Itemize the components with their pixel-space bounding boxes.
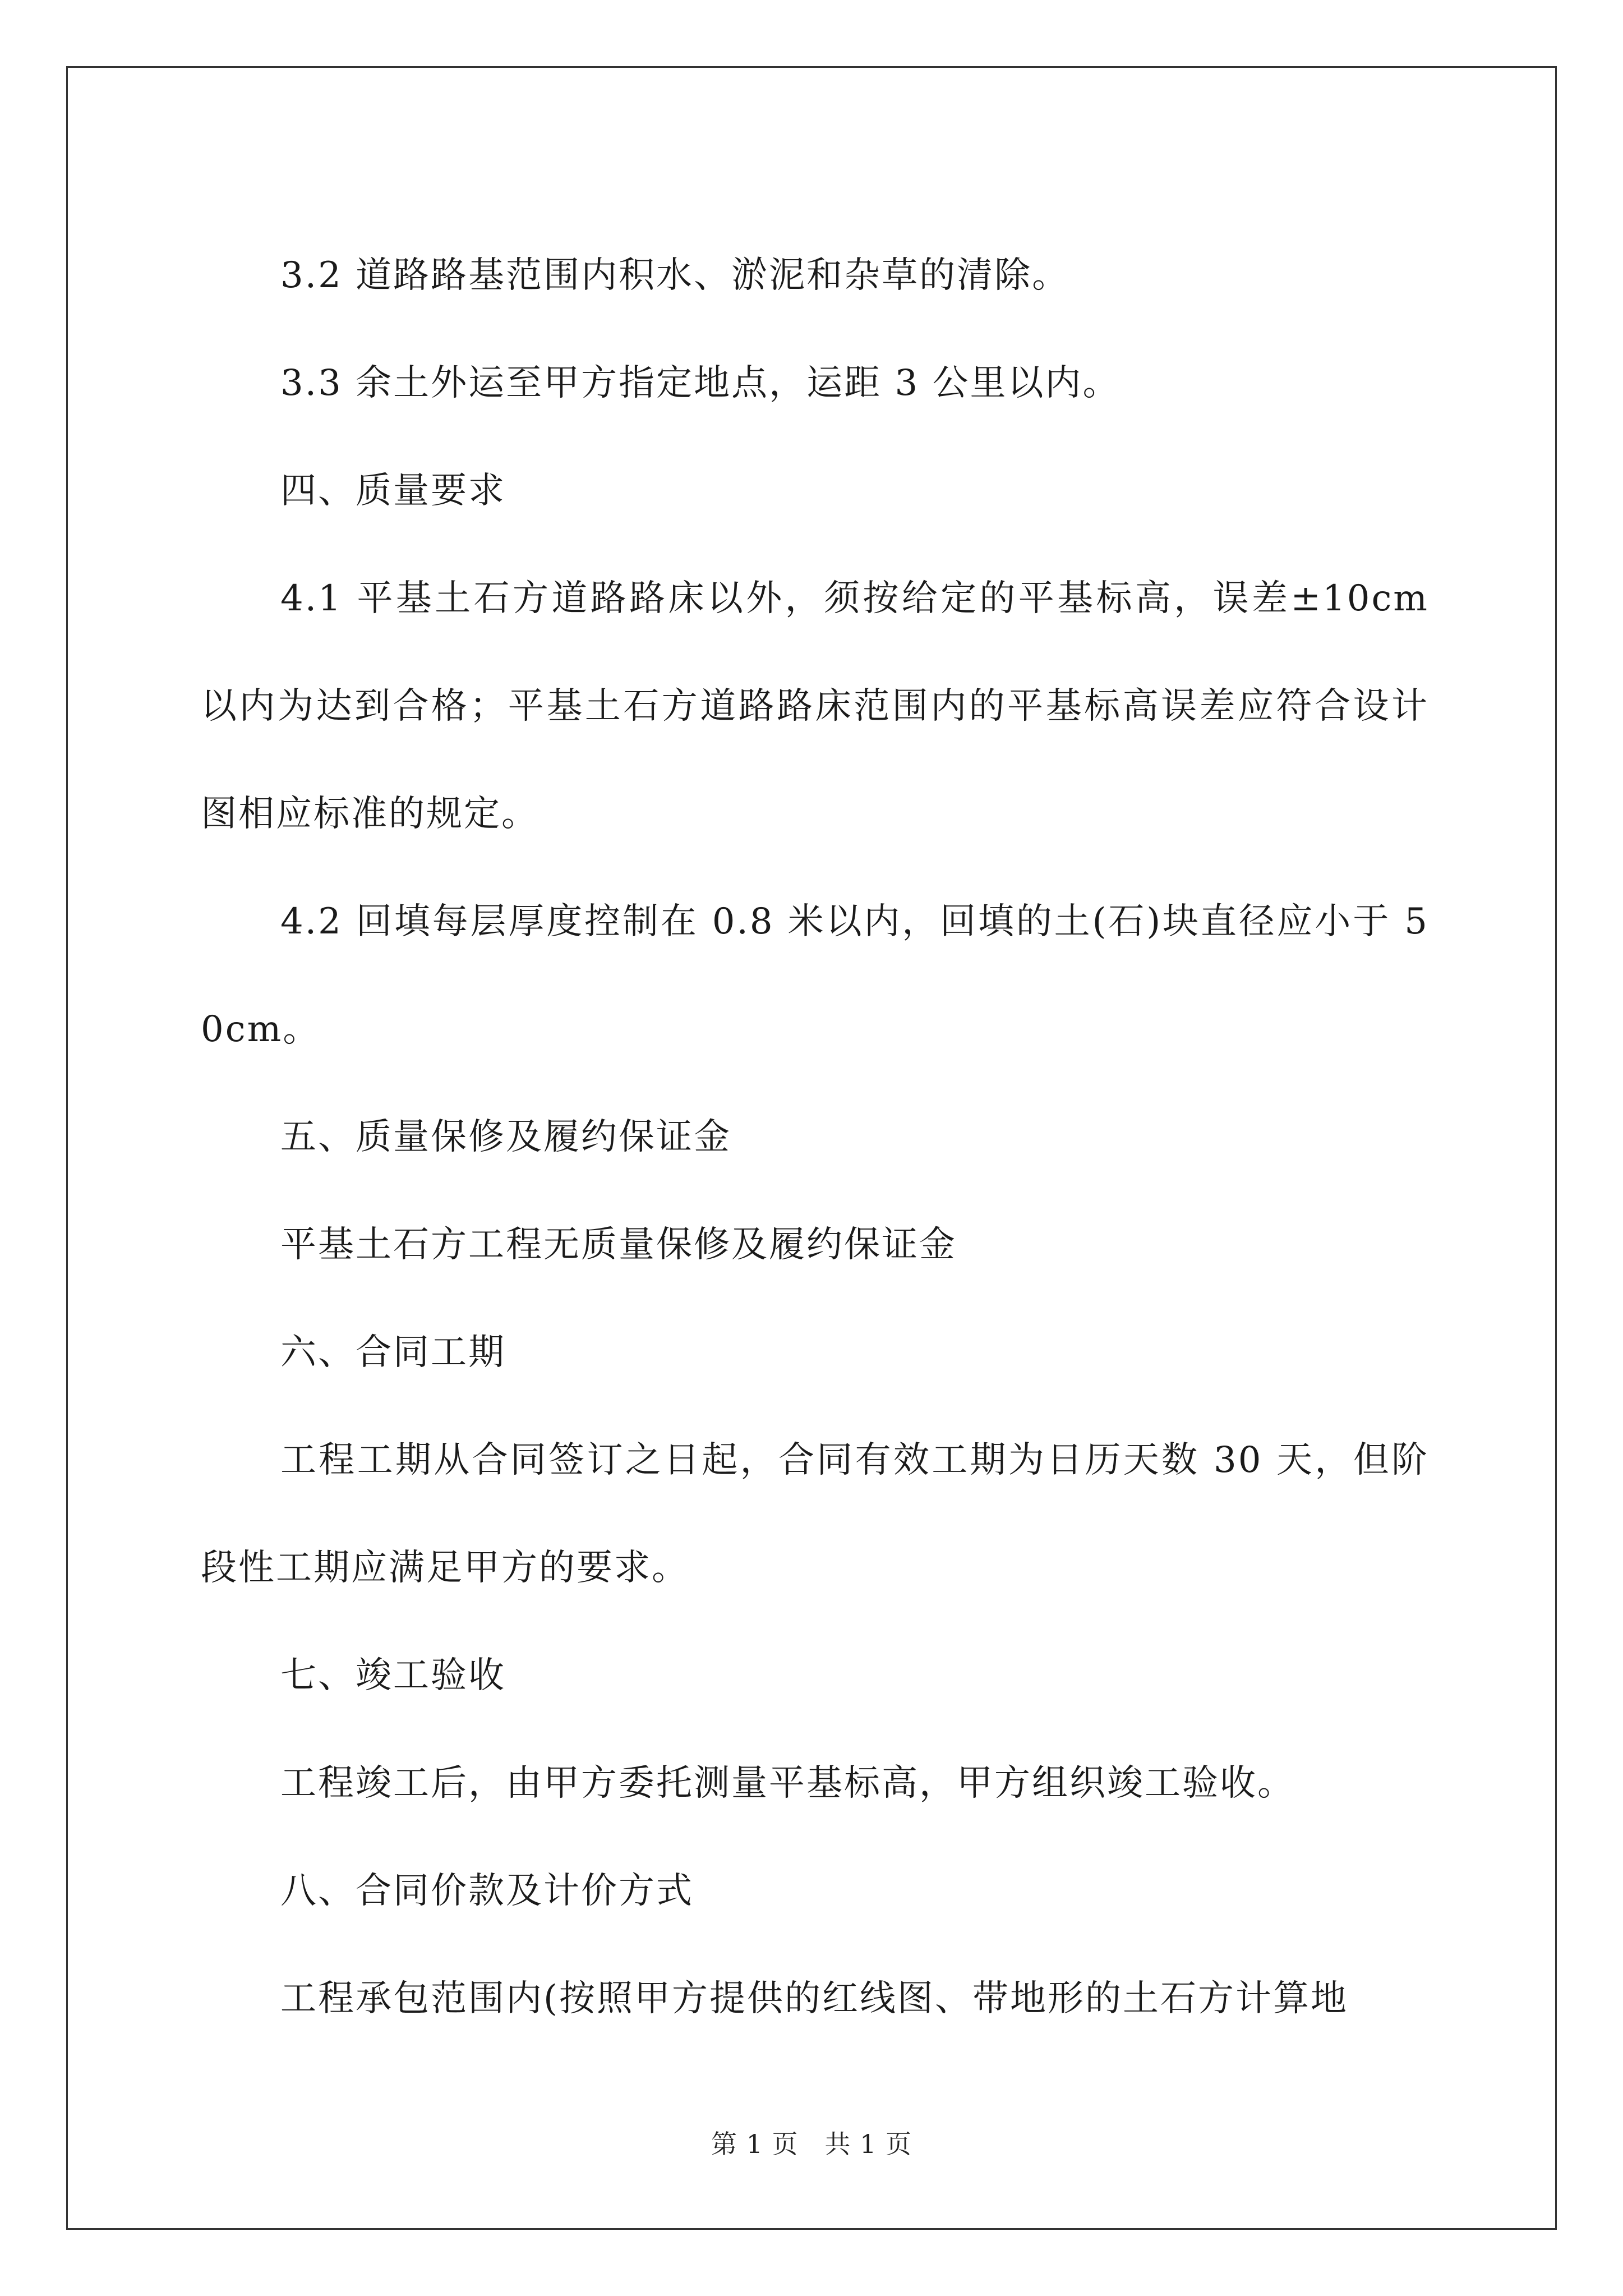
- document-body: [201, 222, 1442, 2053]
- paragraph-acceptance: 工程竣工后，由甲方委托测量平基标高，甲方组织竣工验收。: [280, 1763, 1295, 1804]
- paragraph-4-2: 4.2 回填每层厚度控制在 0.8 米以内，回填的土(石)块直径应小于 50cm。: [201, 901, 1429, 1050]
- paragraph-3-2: 3.2 道路路基范围内积水、淤泥和杂草的清除。: [280, 255, 1070, 296]
- section-heading-warranty: 五、质量保修及履约保证金: [280, 1116, 731, 1158]
- paragraph-warranty: 平基土石方工程无质量保修及履约保证金: [280, 1224, 957, 1266]
- section-heading-schedule: 六、合同工期: [280, 1332, 506, 1373]
- section-heading-quality: 四、质量要求: [280, 470, 506, 512]
- paragraph-schedule: 工程工期从合同签订之日起，合同有效工期为日历天数 30 天，但阶段性工期应满足甲方的要求。: [201, 1439, 1429, 1589]
- page-footer: 第 1 页 共 1 页: [711, 2129, 912, 2159]
- paragraph-price: 工程承包范围内(按照甲方提供的红线图、带地形的土石方计算地: [280, 1978, 1348, 2019]
- section-heading-acceptance: 七、竣工验收: [280, 1655, 506, 1696]
- paragraph-4-1: 4.1 平基土石方道路路床以外，须按给定的平基标高，误差±10cm 以内为达到合格；平基土石方道路路床范围内的平基标高误差应符合设计图相应标准的规定。: [201, 578, 1442, 835]
- paragraph-3-3: 3.3 余土外运至甲方指定地点，运距 3 公里以内。: [280, 362, 1121, 404]
- section-heading-price: 八、合同价款及计价方式: [280, 1870, 694, 1912]
